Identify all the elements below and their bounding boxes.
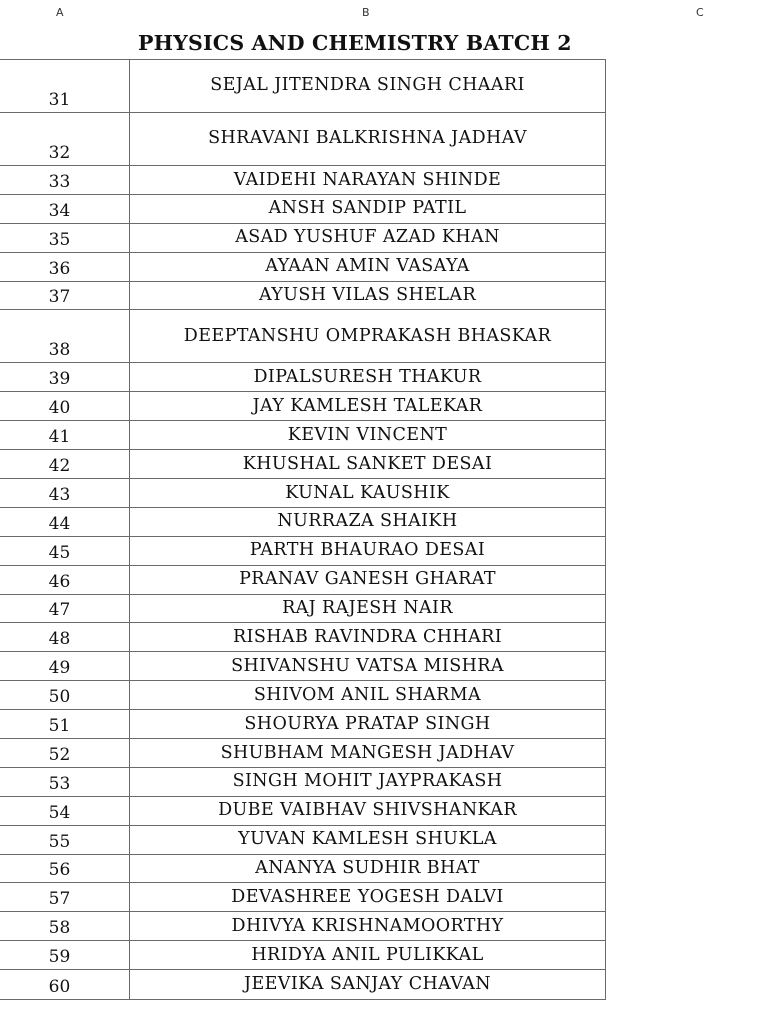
roll-number-cell[interactable]: 58 bbox=[0, 912, 130, 940]
roll-number-cell[interactable]: 56 bbox=[0, 855, 130, 883]
student-name-cell[interactable]: SINGH MOHIT JAYPRAKASH bbox=[232, 771, 503, 792]
student-name-cell[interactable]: SHRAVANI BALKRISHNA JADHAV bbox=[208, 128, 527, 149]
table-row bbox=[0, 166, 605, 195]
table-row bbox=[0, 739, 605, 768]
student-name-cell[interactable]: DEVASHREE YOGESH DALVI bbox=[231, 887, 504, 908]
roll-number-cell[interactable]: 57 bbox=[0, 883, 130, 911]
roll-number-cell[interactable]: 42 bbox=[0, 450, 130, 478]
roll-number-cell[interactable]: 54 bbox=[0, 797, 130, 825]
roll-number-cell[interactable]: 60 bbox=[0, 970, 130, 999]
table-row bbox=[0, 768, 605, 797]
roll-number-cell[interactable]: 43 bbox=[0, 479, 130, 507]
student-name-cell[interactable]: DEEPTANSHU OMPRAKASH BHASKAR bbox=[183, 325, 552, 346]
student-name-cell[interactable]: SHIVOM ANIL SHARMA bbox=[253, 684, 482, 705]
table-row bbox=[0, 566, 605, 595]
roll-number-cell[interactable]: 49 bbox=[0, 652, 130, 680]
roll-number-cell[interactable]: 59 bbox=[0, 941, 130, 969]
table-row bbox=[0, 941, 605, 970]
roll-number-cell[interactable]: 46 bbox=[0, 566, 130, 594]
table-row bbox=[0, 421, 605, 450]
table-row bbox=[0, 363, 605, 392]
table-row bbox=[0, 392, 605, 421]
student-name-cell[interactable]: YUVAN KAMLESH SHUKLA bbox=[238, 829, 497, 850]
roll-number-cell[interactable]: 47 bbox=[0, 595, 130, 623]
roll-number-cell[interactable]: 41 bbox=[0, 421, 130, 449]
roll-number-cell[interactable]: 33 bbox=[0, 166, 130, 194]
table-row bbox=[0, 450, 605, 479]
table-row bbox=[0, 826, 605, 855]
student-name-cell[interactable]: KHUSHAL SANKET DESAI bbox=[242, 453, 493, 474]
student-name-cell[interactable]: ASAD YUSHUF AZAD KHAN bbox=[235, 227, 500, 248]
roll-number-cell[interactable]: 37 bbox=[0, 282, 130, 310]
student-name-cell[interactable]: ANSH SANDIP PATIL bbox=[268, 198, 467, 219]
student-name-cell[interactable]: ANANYA SUDHIR BHAT bbox=[255, 858, 480, 879]
roll-number-cell[interactable]: 36 bbox=[0, 253, 130, 281]
sheet-title: PHYSICS AND CHEMISTRY BATCH 2 bbox=[138, 31, 572, 55]
column-header-c[interactable]: C bbox=[696, 6, 704, 19]
column-header-b[interactable]: B bbox=[362, 6, 370, 19]
student-name-cell[interactable]: SHUBHAM MANGESH JADHAV bbox=[220, 742, 515, 763]
table-row bbox=[0, 710, 605, 739]
roll-number-cell[interactable]: 55 bbox=[0, 826, 130, 854]
student-name-cell[interactable]: PARTH BHAURAO DESAI bbox=[249, 540, 486, 561]
table-row bbox=[0, 282, 605, 311]
table-row bbox=[0, 508, 605, 537]
student-name-cell[interactable]: KUNAL KAUSHIK bbox=[285, 482, 450, 503]
roll-number-cell[interactable]: 35 bbox=[0, 224, 130, 252]
roll-number-cell[interactable]: 52 bbox=[0, 739, 130, 767]
student-name-cell[interactable]: DUBE VAIBHAV SHIVSHANKAR bbox=[218, 800, 517, 821]
roll-number-cell[interactable]: 39 bbox=[0, 363, 130, 391]
student-name-cell[interactable]: SEJAL JITENDRA SINGH CHAARI bbox=[210, 75, 525, 96]
table-row bbox=[0, 195, 605, 224]
student-name-cell[interactable]: PRANAV GANESH GHARAT bbox=[239, 569, 496, 590]
student-name-cell[interactable]: SHOURYA PRATAP SINGH bbox=[244, 713, 491, 734]
table-row bbox=[0, 60, 605, 113]
table-row bbox=[0, 310, 605, 363]
table-row bbox=[0, 537, 605, 566]
student-name-cell[interactable]: VAIDEHI NARAYAN SHINDE bbox=[233, 169, 502, 190]
student-name-cell[interactable]: RISHAB RAVINDRA CHHARI bbox=[232, 627, 503, 648]
student-name-cell[interactable]: HRIDYA ANIL PULIKKAL bbox=[251, 944, 484, 965]
roll-number-cell[interactable]: 34 bbox=[0, 195, 130, 223]
table-row bbox=[0, 623, 605, 652]
table-row bbox=[0, 912, 605, 941]
student-name-cell[interactable]: JAY KAMLESH TALEKAR bbox=[252, 395, 483, 416]
student-name-cell[interactable]: DIPALSURESH THAKUR bbox=[253, 367, 482, 388]
roll-number-cell[interactable]: 32 bbox=[0, 113, 130, 165]
roll-number-cell[interactable]: 45 bbox=[0, 537, 130, 565]
column-header-a[interactable]: A bbox=[56, 6, 64, 19]
student-name-cell[interactable]: SHIVANSHU VATSA MISHRA bbox=[231, 655, 504, 676]
student-roster-table bbox=[0, 59, 606, 1000]
roll-number-cell[interactable]: 50 bbox=[0, 681, 130, 709]
table-row bbox=[0, 595, 605, 624]
table-row bbox=[0, 855, 605, 884]
table-row bbox=[0, 970, 605, 999]
table-row bbox=[0, 652, 605, 681]
roll-number-cell[interactable]: 53 bbox=[0, 768, 130, 796]
roll-number-cell[interactable]: 40 bbox=[0, 392, 130, 420]
student-name-cell[interactable]: KEVIN VINCENT bbox=[287, 424, 448, 445]
table-row bbox=[0, 681, 605, 710]
roll-number-cell[interactable]: 51 bbox=[0, 710, 130, 738]
roll-number-cell[interactable]: 44 bbox=[0, 508, 130, 536]
table-row bbox=[0, 113, 605, 166]
table-row bbox=[0, 253, 605, 282]
student-name-cell[interactable]: DHIVYA KRISHNAMOORTHY bbox=[231, 915, 504, 936]
roll-number-cell[interactable]: 38 bbox=[0, 310, 130, 362]
table-row bbox=[0, 883, 605, 912]
table-row bbox=[0, 479, 605, 508]
table-row bbox=[0, 224, 605, 253]
student-name-cell[interactable]: AYAAN AMIN VASAYA bbox=[265, 256, 470, 277]
roll-number-cell[interactable]: 48 bbox=[0, 623, 130, 651]
student-name-cell[interactable]: JEEVIKA SANJAY CHAVAN bbox=[244, 974, 491, 995]
student-name-cell[interactable]: RAJ RAJESH NAIR bbox=[282, 598, 453, 619]
table-row bbox=[0, 797, 605, 826]
student-name-cell[interactable]: NURRAZA SHAIKH bbox=[277, 511, 458, 532]
student-name-cell[interactable]: AYUSH VILAS SHELAR bbox=[258, 285, 477, 306]
roll-number-cell[interactable]: 31 bbox=[0, 60, 130, 112]
